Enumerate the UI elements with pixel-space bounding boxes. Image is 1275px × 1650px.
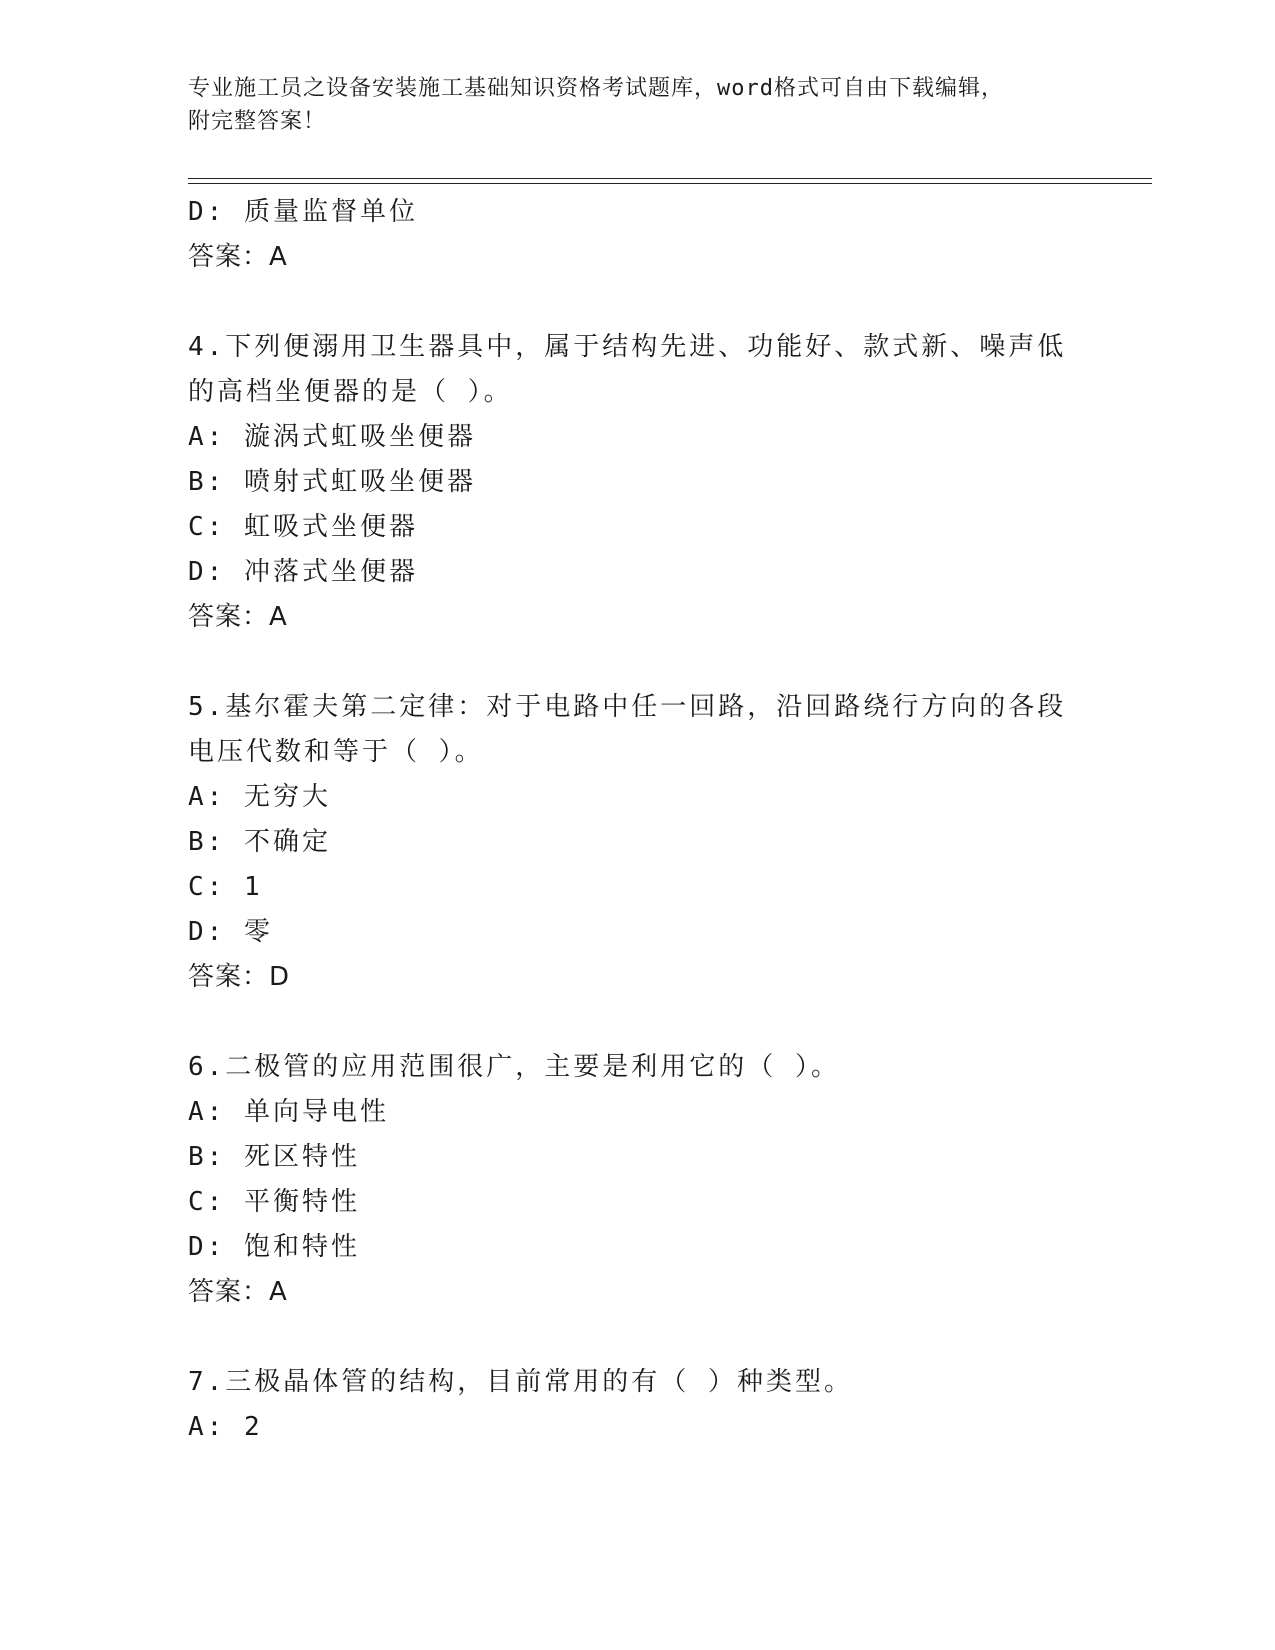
- question-text-line-1: 7.三极晶体管的结构，目前常用的有（ ）种类型。: [188, 1367, 853, 1397]
- question-5: [188, 685, 1068, 1000]
- spacer: [188, 280, 1068, 325]
- option-a: A: 2: [188, 1412, 263, 1442]
- header-line-1: 专业施工员之设备安装施工基础知识资格考试题库，word格式可自由下载编辑，: [188, 76, 1004, 101]
- question-text-line-2: 电压代数和等于（ ）。: [188, 737, 484, 767]
- spacer: [188, 1315, 1068, 1360]
- option-d: D: 冲落式坐便器: [188, 557, 418, 587]
- header-divider-bottom: [188, 183, 1152, 184]
- document-header: [188, 72, 1148, 138]
- option-d: D: 饱和特性: [188, 1232, 360, 1262]
- header-divider-top: [188, 178, 1152, 179]
- spacer: [188, 1000, 1068, 1045]
- question-list: [188, 190, 1068, 1450]
- option-b: B: 不确定: [188, 827, 331, 857]
- option-a: A: 单向导电性: [188, 1097, 389, 1127]
- option-d: D: 零: [188, 917, 273, 947]
- option-d: D: 质量监督单位: [188, 197, 418, 227]
- question-text-line-1: 6.二极管的应用范围很广，主要是利用它的（ ）。: [188, 1052, 840, 1082]
- option-c: C: 1: [188, 872, 263, 902]
- option-b: B: 死区特性: [188, 1142, 360, 1172]
- header-line-2: 附完整答案！: [188, 109, 327, 134]
- question-text-line-2: 的高档坐便器的是（ ）。: [188, 377, 513, 407]
- answer-line: 答案：A: [188, 242, 288, 272]
- question-7: [188, 1360, 1068, 1450]
- option-a: A: 无穷大: [188, 782, 331, 812]
- answer-line: 答案：A: [188, 1277, 288, 1307]
- spacer: [188, 640, 1068, 685]
- option-a: A: 漩涡式虹吸坐便器: [188, 422, 476, 452]
- option-b: B: 喷射式虹吸坐便器: [188, 467, 476, 497]
- option-c: C: 虹吸式坐便器: [188, 512, 418, 542]
- question-text-line-1: 5.基尔霍夫第二定律：对于电路中任一回路，沿回路绕行方向的各段: [188, 692, 1067, 722]
- question-text-line-1: 4.下列便溺用卫生器具中，属于结构先进、功能好、款式新、噪声低: [188, 332, 1067, 362]
- option-c: C: 平衡特性: [188, 1187, 360, 1217]
- answer-line: 答案：A: [188, 602, 288, 632]
- question-4: [188, 325, 1068, 640]
- answer-line: 答案：D: [188, 962, 291, 992]
- question-6: [188, 1045, 1068, 1315]
